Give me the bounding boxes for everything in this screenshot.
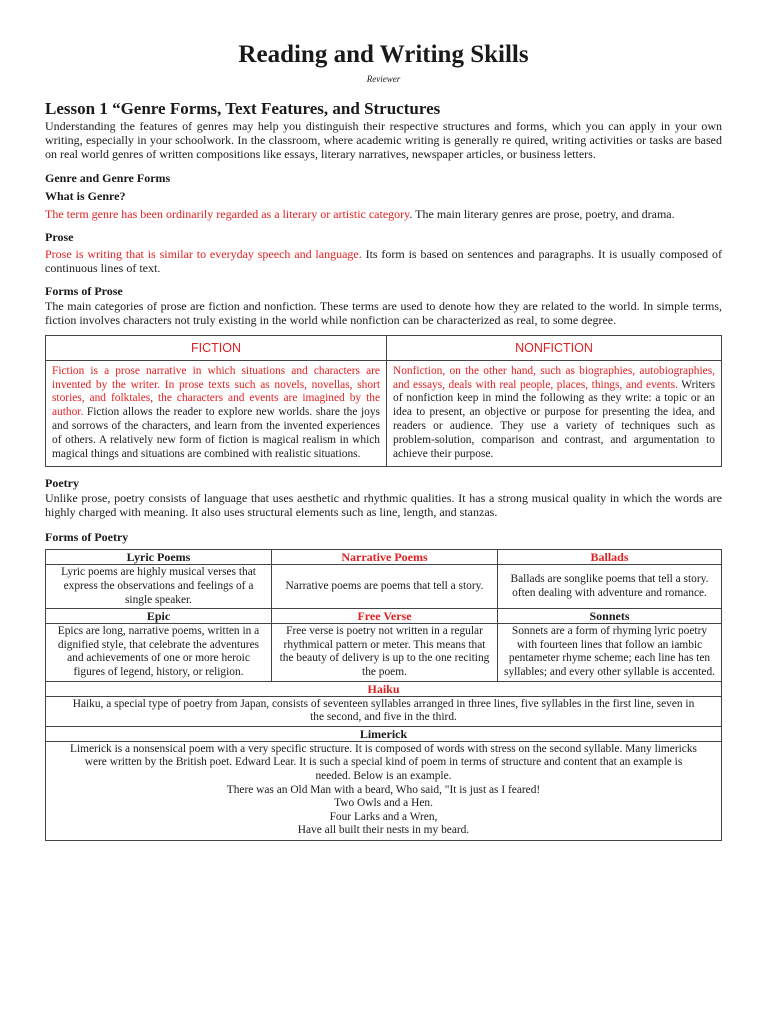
lyric-poems-cell: Lyric poems are highly musical verses that express the observations and feelings of a single speaker. [46,565,272,609]
table-row [46,624,722,681]
fiction-cell [46,360,387,466]
sonnets-header: Sonnets [498,609,722,624]
sonnets-cell: Sonnets are a form of rhyming lyric poetry with fourteen lines that follow an iambic pentameter rhyme scheme; each line has ten syllables; and every other syllable is accented. [498,624,722,681]
poetry-forms-table [45,549,722,841]
limerick-line: Four Larks and a Wren, [329,810,438,823]
genre-definition-rest: . The main literary genres are prose, poetry, and drama. [409,206,675,221]
epic-header: Epic [46,609,272,624]
prose-definition-rest: Its form is based on sentences and paragraphs. It is usually composed of continuous lines of text. [45,246,722,276]
ballads-header: Ballads [498,550,722,565]
limerick-line: Have all built their nests in my beard. [297,824,470,837]
fiction-description: Fiction allows the reader to explore new worlds. share the joys and sorrows of the characters, and learn from the invented experiences of others. A relatively new form of fiction is magical realism in which magical things and situations are combined with realistic situations. [52,406,380,461]
document-page [45,40,722,841]
genre-definition-highlight: The term genre has been ordinarily regarded as a literary or artistic category [45,206,410,221]
epic-cell: Epics are long, narrative poems, written in a dignified style, that celebrate the adventures and achievements of one or more heroic figures of legend, history, or religion. [46,624,272,681]
table-row [46,696,722,726]
table-row [46,741,722,840]
fiction-definition: Fiction is a prose narrative in which situations and characters are invented by the writer. In prose texts such as novels, novellas, short stories, and folktales, the characters and events are imagined by the author. [52,364,380,419]
intro-paragraph: Understanding the features of genres may help you distinguish their respective structures and forms, which you can apply in your own writing, especially in your schoolwork. In the classroom, where academic writing is generally re quired, writing activities or tasks are based on real world genres of written compositions like essays, literary narratives, newspaper articles, or business letters. [45,119,722,162]
document-subtitle: Reviewer [366,74,401,84]
lyric-poems-header: Lyric Poems [46,550,272,565]
limerick-line: Two Owls and a Hen. [334,797,433,810]
nonfiction-cell [387,360,722,466]
genre-heading: Genre and Genre Forms [45,170,171,185]
table-row [46,565,722,609]
limerick-header: Limerick [46,726,722,741]
table-row [46,550,722,565]
poetry-paragraph: Unlike prose, poetry consists of language that uses aesthetic and rhythmic qualities. It has a strong musical quality in which the words are highly charged with meaning. It also uses structural elements such as line, length, and stanzas. [45,490,722,520]
table-row [46,360,722,466]
genre-definition [45,207,722,221]
forms-of-prose-paragraph: The main categories of prose are fiction and nonfiction. These terms are used to denote how they are related to the world. In simple terms, fiction involves characters not truly existing in the world while nonfiction can be characterized as real, to some degree. [45,299,722,328]
table-row [46,726,722,741]
prose-forms-table [45,335,722,467]
table-row [46,609,722,624]
limerick-line: There was an Old Man with a beard, Who said, "It is just as I feared! [226,783,541,796]
what-genre-heading: What is Genre? [45,188,126,203]
narrative-poems-header: Narrative Poems [272,550,498,565]
prose-definition [45,247,722,275]
forms-of-poetry-heading: Forms of Poetry [45,530,129,545]
haiku-cell: Haiku, a special type of poetry from Japan, consists of seventeen syllables arranged in three lines, five syllables in the first line, seven in the second, and five in the third. [46,696,722,726]
document-title: Reading and Writing Skills [238,41,529,68]
haiku-header: Haiku [46,681,722,696]
nonfiction-description: Writers of nonfiction keep in mind the following as they write: a topic or an idea to present, an objective or purpose for presenting the idea, and readers or audience. They use a variety of techniques such as problem-solution, comparison and contrast, and argumentation to achieve their purpose. [393,378,716,461]
prose-definition-highlight: Prose is writing that is similar to everyday speech and language. [45,246,362,261]
free-verse-cell: Free verse is poetry not written in a regular rhythmical pattern or meter. This means that the beauty of delivery is up to the one reciting the poem. [272,624,498,681]
poetry-heading: Poetry [45,475,79,490]
limerick-description: Limerick is a nonsensical poem with a very specific structure. It is composed of words with stress on the second syllable. Many limericks were written by the British poet. Edward Lear. It is such a special kind of poem in terms of structure and content that an example is needed. Below is an example. [70,742,697,782]
narrative-poems-cell: Narrative poems are poems that tell a story. [272,565,498,609]
lesson-title: Lesson 1 “Genre Forms, Text Features, and Structures [45,99,441,118]
fiction-header: FICTION [46,335,387,360]
table-row [46,681,722,696]
forms-of-prose-heading: Forms of Prose [45,284,123,299]
nonfiction-header: NONFICTION [387,335,722,360]
prose-heading: Prose [45,229,74,244]
table-header-row [46,335,722,360]
free-verse-header: Free Verse [272,609,498,624]
ballads-cell: Ballads are songlike poems that tell a story. often dealing with adventure and romance. [498,565,722,609]
nonfiction-definition: Nonfiction, on the other hand, such as biographies, autobiographies, and essays, deals with real people, places, things, and events. [393,364,715,391]
limerick-cell [46,741,722,840]
